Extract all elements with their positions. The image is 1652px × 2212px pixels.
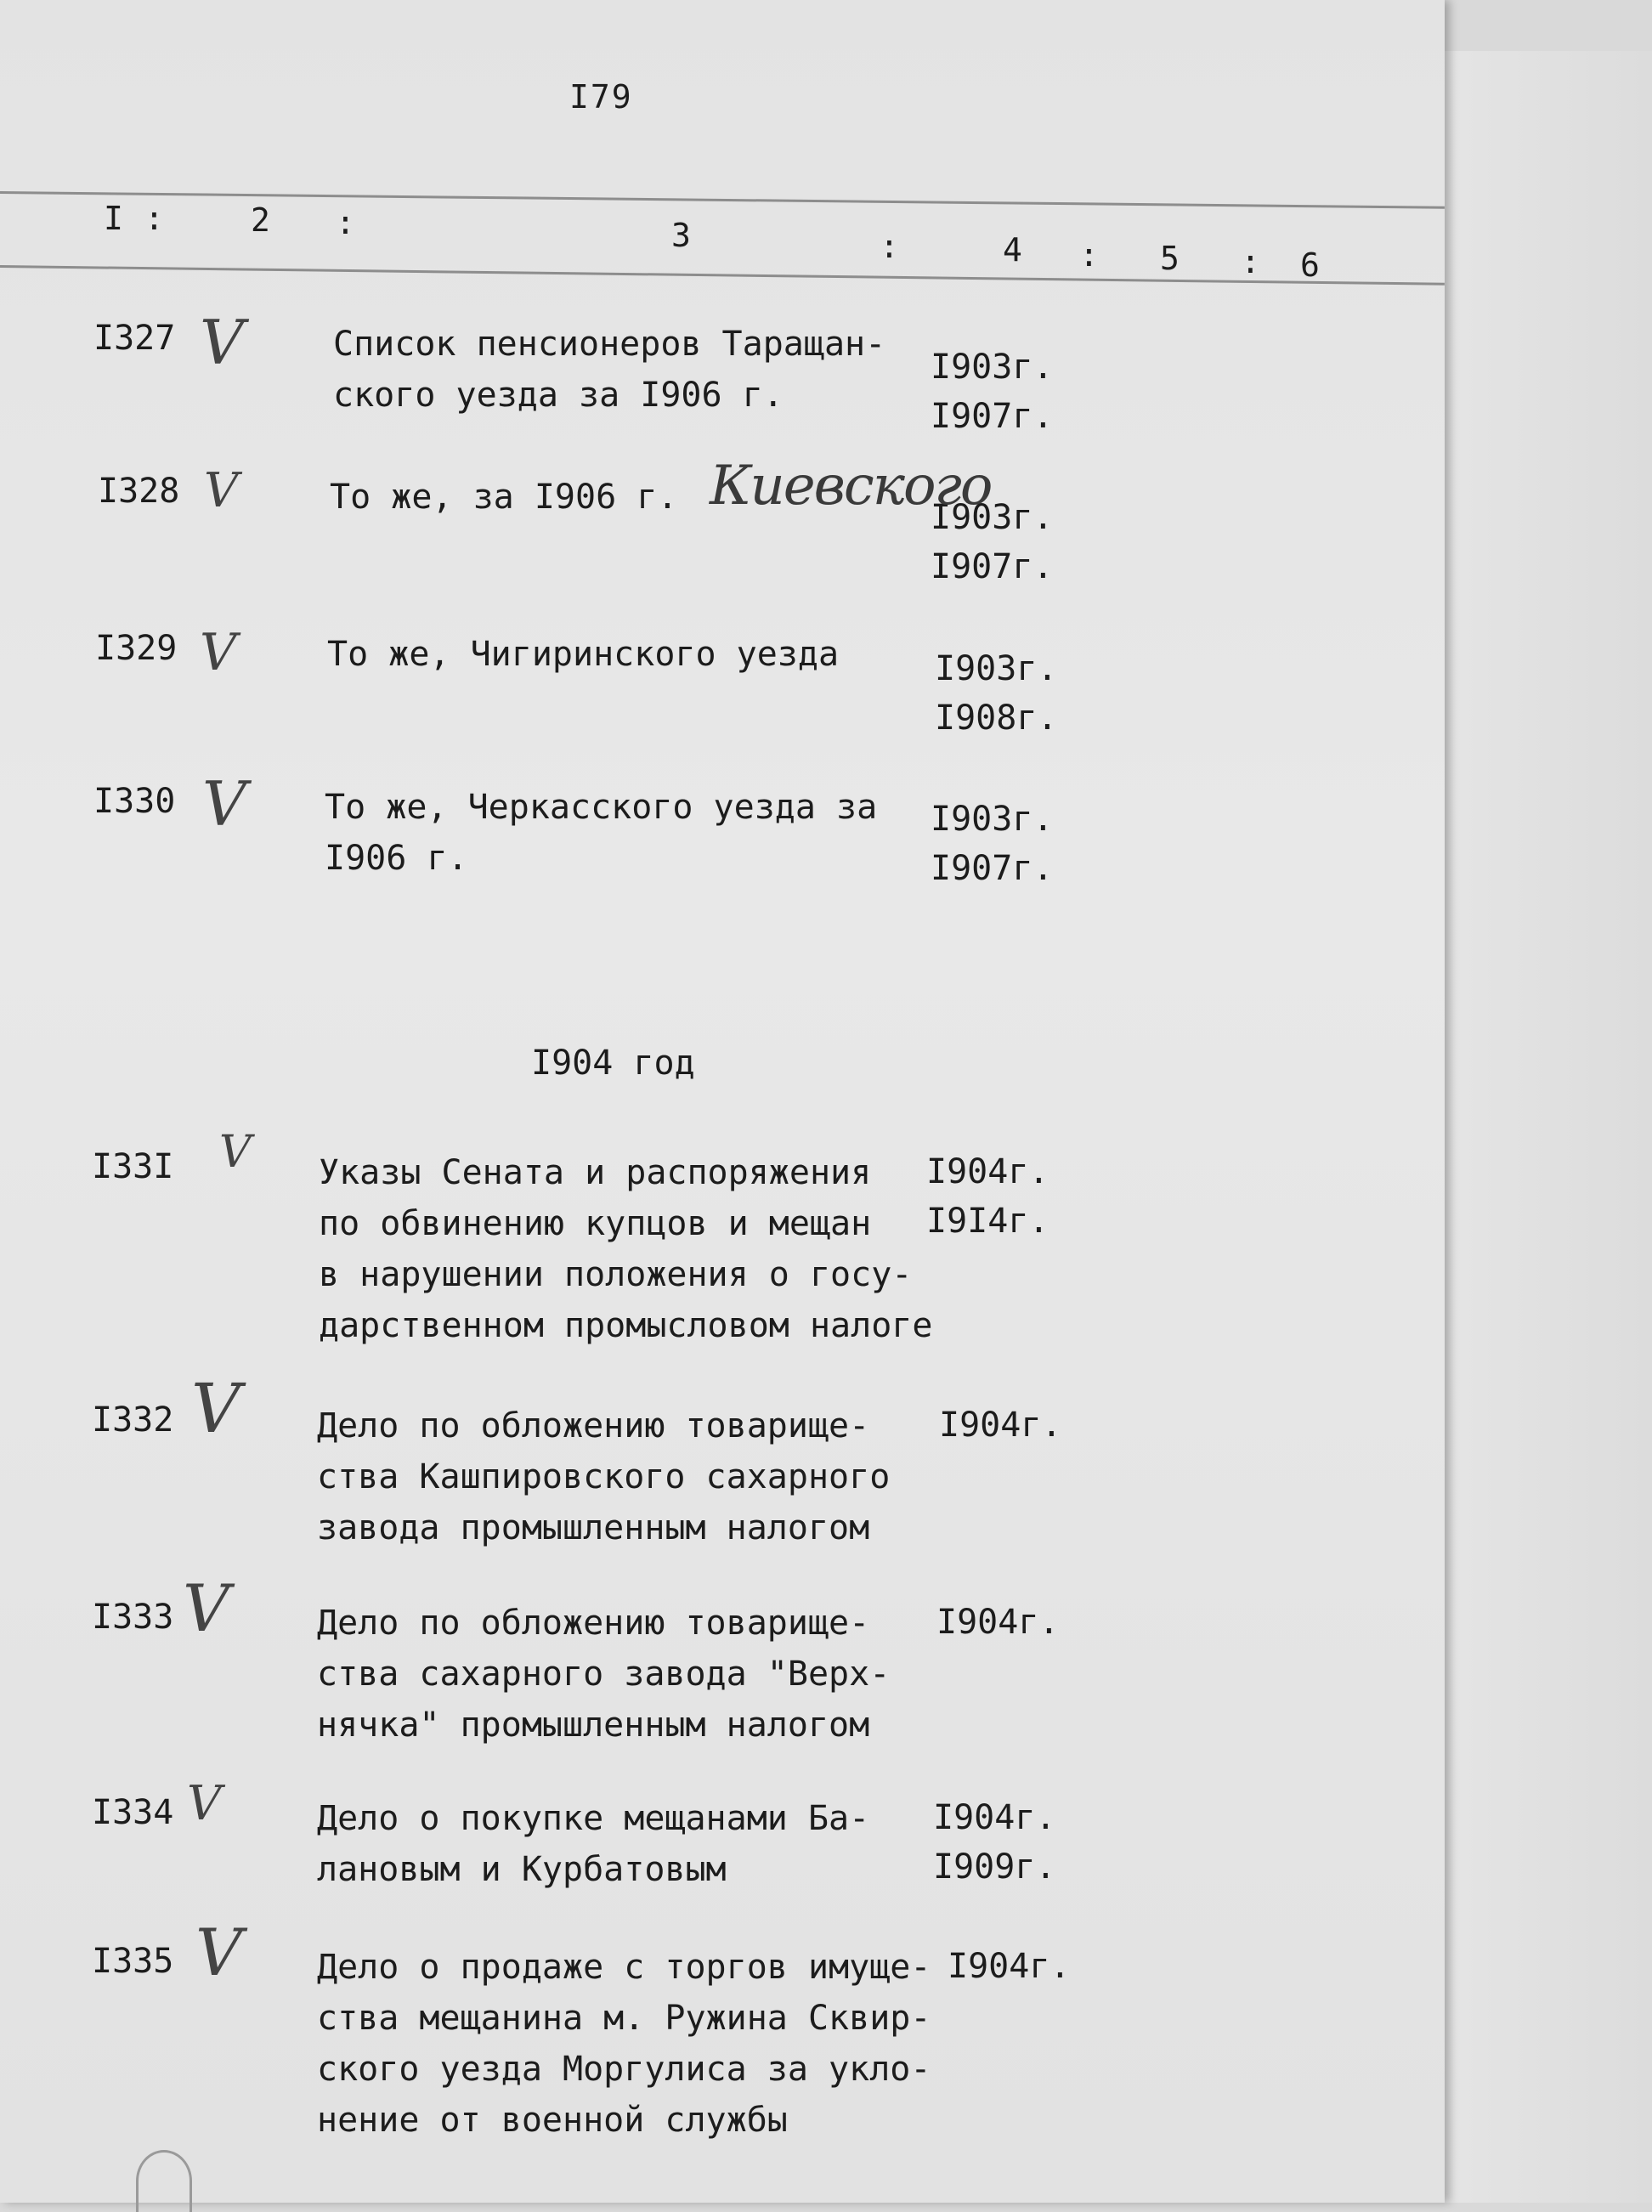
- column-separator: :: [336, 204, 355, 241]
- date-start: I904г.: [948, 1947, 1071, 1986]
- entry-dates: [931, 795, 1054, 893]
- entry-description: То же, Чигиринского уезда: [327, 635, 840, 674]
- header-rule-bottom: [0, 265, 1445, 286]
- entry-number: I335: [92, 1942, 174, 1981]
- header-rule-top: [0, 191, 1445, 209]
- page-number: I79: [569, 78, 633, 116]
- entry-number: I333: [92, 1598, 174, 1637]
- entry-dates: [936, 1598, 1060, 1647]
- date-end: I907г.: [931, 849, 1054, 888]
- column-header-3: 3: [671, 217, 691, 254]
- date-start: I904г.: [936, 1603, 1060, 1642]
- ink-mark: [136, 2150, 192, 2212]
- date-end: I907г.: [931, 547, 1054, 586]
- entry-number: I330: [93, 782, 176, 821]
- entry-dates: [933, 1793, 1056, 1892]
- column-separator: :: [1079, 236, 1099, 274]
- checkmark-icon: V: [204, 463, 239, 518]
- entry-description: Указы Сената и распоряжения по обвинению купцов и мещан в нарушении положения о госу- дарственном промысловом налоге: [319, 1153, 933, 1345]
- column-separator: :: [880, 228, 899, 265]
- date-start: I904г.: [939, 1406, 1062, 1445]
- column-header-1: I: [104, 200, 123, 237]
- entry-dates: [939, 1400, 1062, 1450]
- checkmark-icon: V: [219, 1127, 252, 1178]
- entry-description: Дело о покупке мещанами Ба- лановым и Курбатовым: [317, 1799, 870, 1889]
- column-header-2: 2: [251, 201, 270, 239]
- entry-number: I332: [92, 1400, 174, 1440]
- checkmark-icon: V: [187, 1776, 222, 1831]
- column-header-4: 4: [1003, 231, 1022, 269]
- column-separator: :: [1241, 243, 1260, 280]
- entry-number: I33I: [92, 1147, 174, 1186]
- date-end: I908г.: [935, 699, 1058, 738]
- checkmark-icon: V: [200, 623, 237, 682]
- checkmark-icon: V: [195, 1915, 242, 1990]
- date-start: I903г.: [931, 348, 1054, 387]
- checkmark-icon: V: [200, 307, 244, 378]
- checkmark-icon: V: [202, 768, 246, 840]
- date-start: I903г.: [931, 498, 1054, 537]
- entry-dates: [948, 1942, 1071, 1991]
- entry-dates: [926, 1147, 1049, 1246]
- entry-description: Дело по обложению товарище- ства сахарного завода "Верх- нячка" промышленным налогом: [317, 1604, 891, 1745]
- checkmark-icon: V: [183, 1570, 229, 1646]
- date-end: I909г.: [933, 1847, 1056, 1887]
- column-separator: :: [144, 200, 164, 237]
- entry-description: То же, за I906 г.: [330, 478, 678, 517]
- entry-number: I329: [95, 629, 178, 668]
- column-header-6: 6: [1300, 246, 1320, 284]
- entry-dates: [931, 342, 1054, 441]
- entry-description: Дело по обложению товарище- ства Кашпировского сахарного завода промышленным налогом: [317, 1406, 891, 1547]
- entry-number: I328: [98, 472, 180, 511]
- section-year-heading: I904 год: [531, 1044, 695, 1083]
- date-end: I907г.: [931, 397, 1054, 436]
- entry-description: Список пенсионеров Таращан- ского уезда за I906 г.: [333, 325, 886, 415]
- date-start: I903г.: [935, 649, 1058, 688]
- checkmark-icon: V: [191, 1369, 240, 1448]
- date-end: I9I4г.: [926, 1202, 1049, 1241]
- entry-dates: [935, 644, 1058, 743]
- entry-description: То же, Черкасского уезда за I906 г.: [325, 788, 878, 878]
- date-start: I903г.: [931, 800, 1054, 839]
- handwritten-annotation: Киевского: [710, 455, 992, 518]
- entry-number: I327: [93, 319, 176, 358]
- date-start: I904г.: [926, 1152, 1049, 1191]
- entry-number: I334: [92, 1793, 174, 1832]
- date-start: I904г.: [933, 1798, 1056, 1837]
- column-header-5: 5: [1160, 240, 1180, 277]
- entry-description: Дело о продаже с торгов имуще- ства мещанина м. Ружина Сквир- ского уезда Моргулиса за укло- нение от военной службы: [317, 1948, 931, 2140]
